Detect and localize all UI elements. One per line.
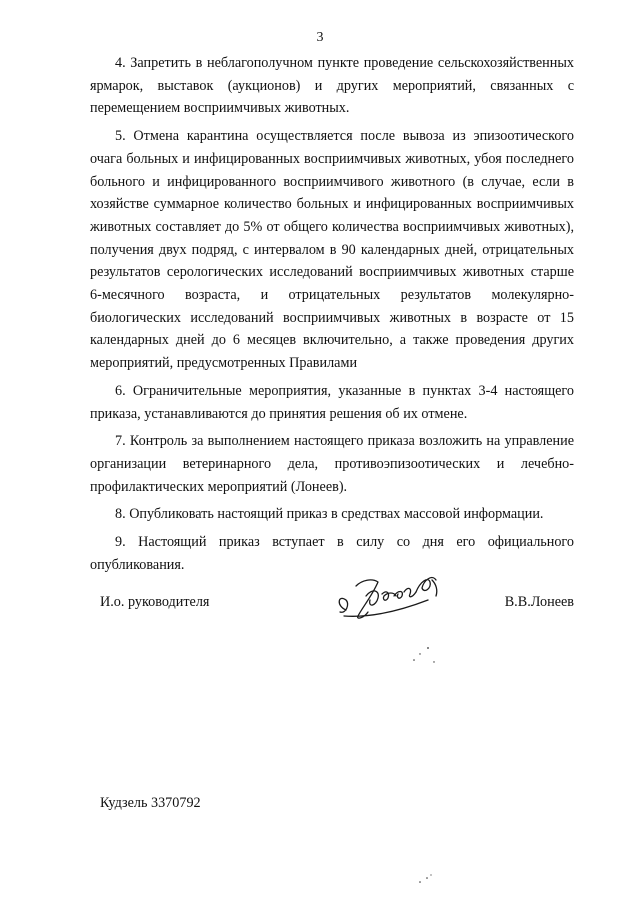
scan-speck-mark (416, 872, 436, 886)
handwritten-signature (332, 566, 452, 626)
document-body (90, 52, 574, 581)
executor-contact: Кудзель 3370792 (100, 795, 201, 811)
paragraph-item-4: 4. Запретить в неблагополучном пункте проведение сельскохозяйственных ярмарок, выставок (аукционов) и других мероприятий, связанных с перемещением восприимчивых животных. (90, 55, 574, 117)
paragraph-item-9: 9. Настоящий приказ вступает в силу со дня его официального опубликования. (90, 534, 574, 573)
signatory-name: В.В.Лонеев (504, 594, 574, 610)
page-number: 3 (316, 30, 324, 45)
paragraph-item-6: 6. Ограничительные мероприятия, указанные в пунктах 3-4 настоящего приказа, устанавливаются до принятия решения об их отмене. (90, 382, 574, 422)
scan-speck-mark (410, 640, 440, 670)
paragraph-item-5: 5. Отмена карантина осуществляется после вывоза из эпизоотического очага больных и инфицированных восприимчивых животных, убоя последнего больного и инфицированного восприимчивого животного (в случае, если в хозяйстве суммарное количество больных и инфицированных восприимчивых животных составляет до 5% от общего количества восприимчивых животных), получения двух подряд, с интервалом в 90 календарных дней, отрицательных результатов серологических исследований восприимчивых животных старше 6-месячного возраста, и отрицательных результатов молекулярно-биологических исследований восприимчивых животных в возрасте от 15 календарных дней до 6 месяцев включительно, а также проведения других мероприятий, предусмотренных Правилами (90, 128, 574, 372)
signature-block (100, 588, 574, 628)
paragraph-item-8: 8. Опубликовать настоящий приказ в средствах массовой информации. (115, 506, 544, 523)
signatory-title: И.о. руководителя (100, 594, 210, 610)
paragraph-item-7: 7. Контроль за выполнением настоящего приказа возложить на управление организации ветеринарного дела, противоэпизоотических и лечебно-профилактических мероприятий (Лонеев). (90, 433, 574, 495)
